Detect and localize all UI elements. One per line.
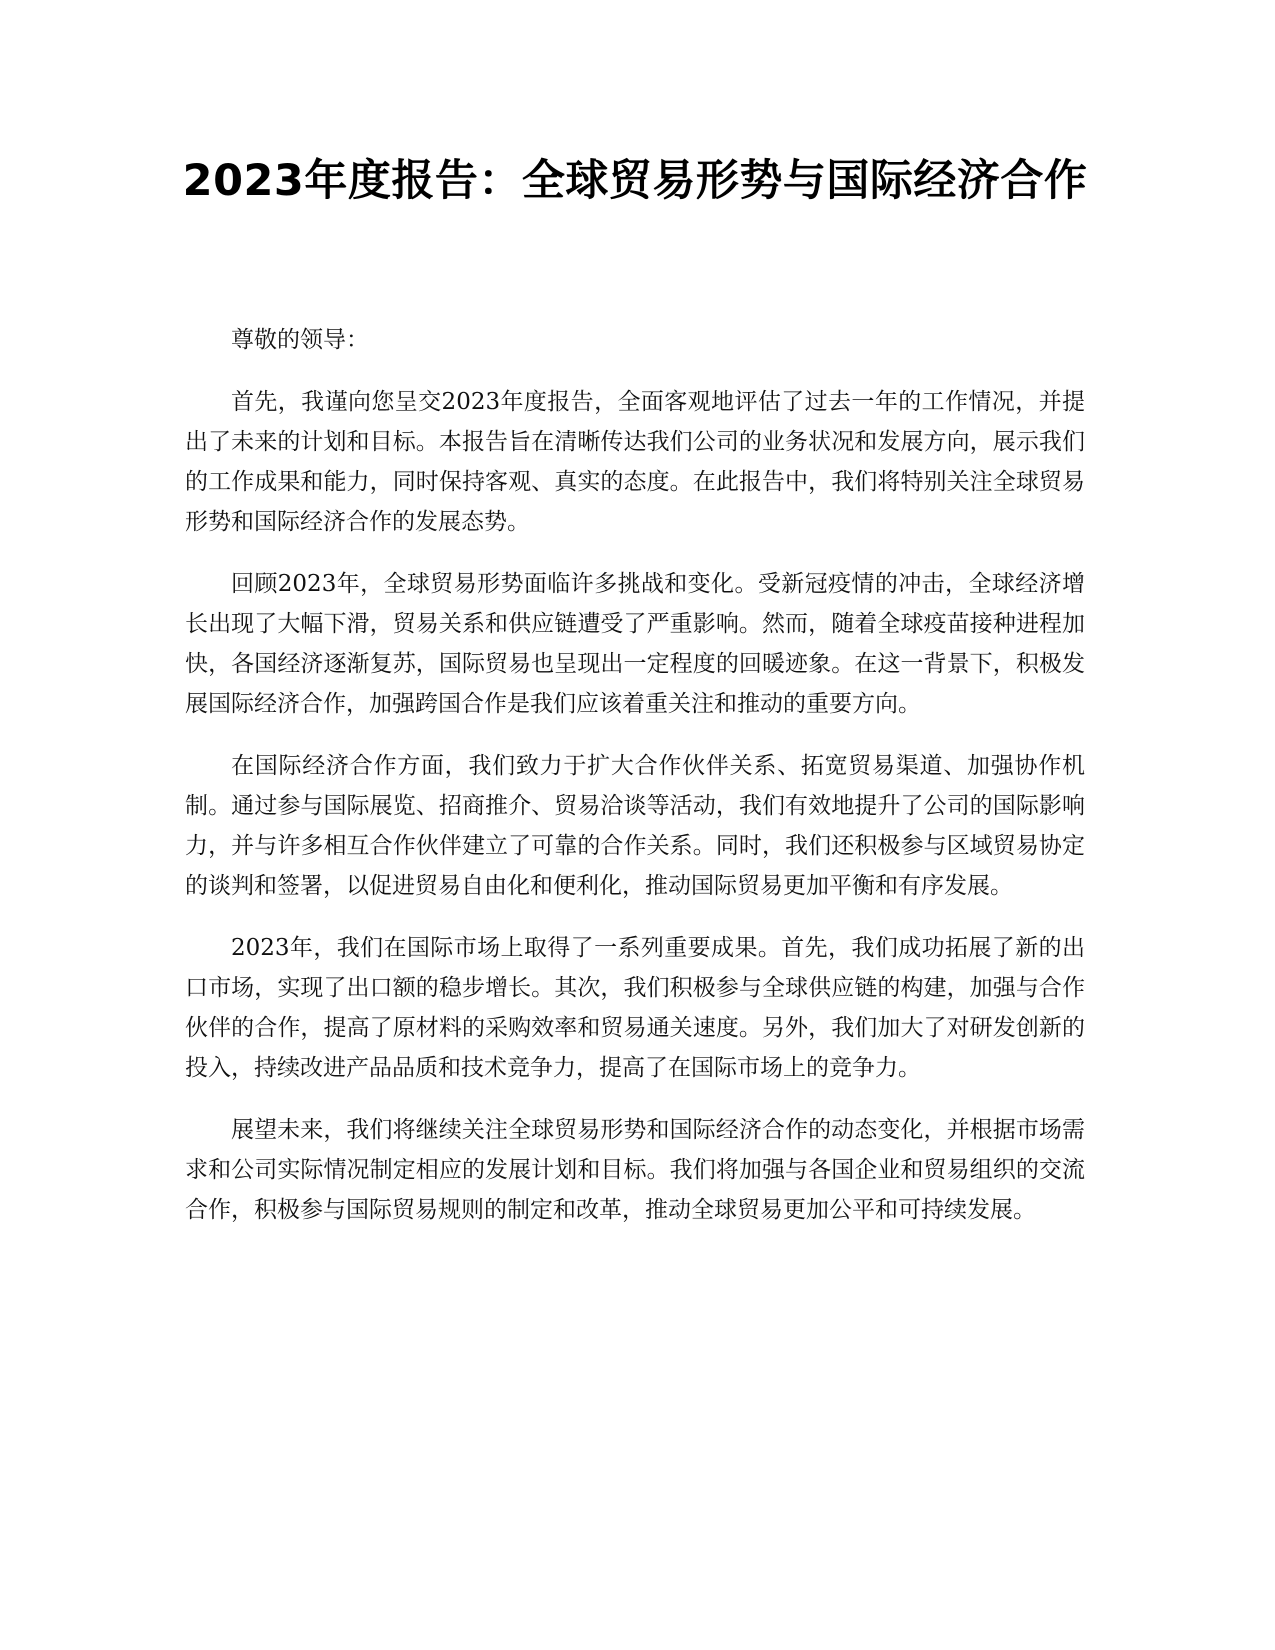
paragraph: 回顾2023年，全球贸易形势面临许多挑战和变化。受新冠疫情的冲击，全球经济增长出现了大幅下滑，贸易关系和供应链遭受了严重影响。然而，随着全球疫苗接种进程加快，各国经济逐渐复苏，国际贸易也呈现出一定程度的回暖迹象。在这一背景下，积极发展国际经济合作，加强跨国合作是我们应该着重关注和推动的重要方向。 (185, 571, 1085, 717)
document-title: 2023年度报告：全球贸易形势与国际经济合作 (182, 156, 1088, 206)
paragraph: 2023年，我们在国际市场上取得了一系列重要成果。首先，我们成功拓展了新的出口市场，实现了出口额的稳步增长。其次，我们积极参与全球供应链的构建，加强与合作伙伴的合作，提高了原材料的采购效率和贸易通关速度。另外，我们加大了对研发创新的投入，持续改进产品品质和技术竞争力，提高了在国际市场上的竞争力。 (185, 935, 1085, 1081)
paragraph: 在国际经济合作方面，我们致力于扩大合作伙伴关系、拓宽贸易渠道、加强协作机制。通过参与国际展览、招商推介、贸易洽谈等活动，我们有效地提升了公司的国际影响力，并与许多相互合作伙伴建立了可靠的合作关系。同时，我们还积极参与区域贸易协定的谈判和签署，以促进贸易自由化和便利化，推动国际贸易更加平衡和有序发展。 (185, 753, 1085, 899)
paragraph: 首先，我谨向您呈交2023年度报告，全面客观地评估了过去一年的工作情况，并提出了未来的计划和目标。本报告旨在清晰传达我们公司的业务状况和发展方向，展示我们的工作成果和能力，同时保持客观、真实的态度。在此报告中，我们将特别关注全球贸易形势和国际经济合作的发展态势。 (185, 389, 1085, 535)
salutation: 尊敬的领导： (231, 327, 369, 353)
document-body (185, 320, 1085, 1252)
paragraph: 展望未来，我们将继续关注全球贸易形势和国际经济合作的动态变化，并根据市场需求和公司实际情况制定相应的发展计划和目标。我们将加强与各国企业和贸易组织的交流合作，积极参与国际贸易规则的制定和改革，推动全球贸易更加公平和可持续发展。 (185, 1117, 1085, 1223)
